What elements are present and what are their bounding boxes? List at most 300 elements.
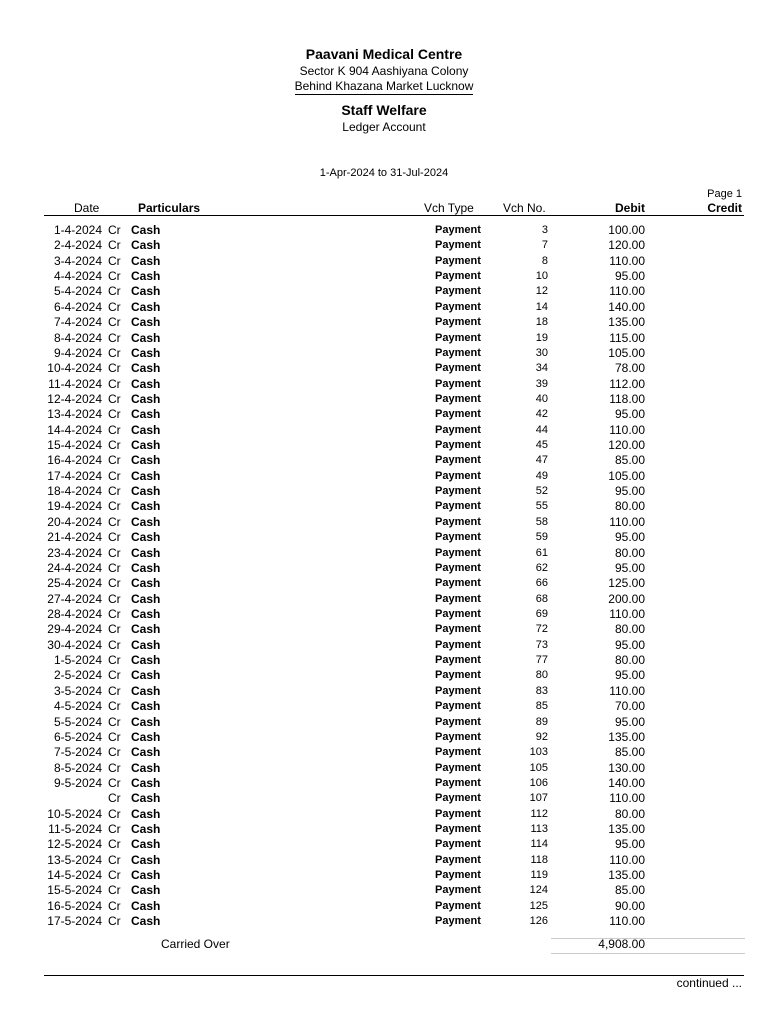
entry-date: 17-5-2024 bbox=[47, 914, 102, 929]
entry-vch-no: 3 bbox=[541, 224, 548, 236]
entry-debit: 110.00 bbox=[609, 914, 645, 929]
entry-debit: 85.00 bbox=[614, 453, 645, 468]
entry-debit: 95.00 bbox=[614, 530, 645, 545]
entry-date: 11-4-2024 bbox=[48, 376, 102, 391]
entry-vch-no: 44 bbox=[535, 423, 548, 436]
column-header-vch-type: Vch Type bbox=[424, 201, 474, 215]
table-row bbox=[0, 914, 768, 929]
table-row bbox=[0, 592, 768, 607]
entry-vch-no: 107 bbox=[529, 792, 548, 805]
entry-dr-cr: Cr bbox=[108, 391, 121, 406]
entry-dr-cr: Cr bbox=[108, 852, 121, 867]
entry-debit: 95.00 bbox=[614, 560, 645, 575]
entry-date: 1-4-2024 bbox=[53, 223, 102, 237]
entry-particulars: Cash bbox=[131, 361, 161, 376]
entry-debit: 120.00 bbox=[608, 238, 645, 253]
entry-particulars: Cash bbox=[131, 238, 161, 253]
entry-vch-no: 114 bbox=[530, 838, 548, 851]
entry-vch-no: 34 bbox=[535, 362, 548, 375]
entry-dr-cr: Cr bbox=[108, 898, 121, 913]
table-row bbox=[0, 868, 768, 883]
table-row bbox=[0, 254, 768, 269]
entry-date: 21-4-2024 bbox=[47, 530, 102, 545]
entry-date: 24-4-2024 bbox=[47, 560, 102, 575]
entry-dr-cr: Cr bbox=[108, 760, 121, 775]
entry-particulars: Cash bbox=[131, 714, 161, 729]
entry-date: 17-4-2024 bbox=[47, 468, 102, 483]
entry-vch-no: 12 bbox=[535, 285, 548, 298]
entry-vch-no: 72 bbox=[535, 623, 548, 636]
column-header-date: Date bbox=[74, 201, 100, 215]
entry-vch-no: 30 bbox=[535, 346, 548, 359]
table-row bbox=[0, 423, 768, 438]
entry-dr-cr: Cr bbox=[108, 560, 121, 575]
entry-vch-no: 89 bbox=[535, 715, 548, 728]
footer-divider bbox=[44, 975, 744, 976]
carried-over-label: Carried Over bbox=[161, 937, 230, 951]
entry-vch-no: 83 bbox=[535, 684, 548, 697]
entry-vch-no: 42 bbox=[535, 408, 548, 421]
entry-vch-type: Payment bbox=[435, 316, 481, 329]
entry-vch-no: 14 bbox=[535, 300, 548, 313]
entry-vch-type: Payment bbox=[435, 761, 481, 774]
entry-particulars: Cash bbox=[131, 606, 161, 621]
entry-dr-cr: Cr bbox=[108, 668, 121, 683]
entry-vch-type: Payment bbox=[435, 270, 481, 283]
entry-date: 7-4-2024 bbox=[53, 315, 102, 330]
column-header-particulars: Particulars bbox=[138, 201, 201, 215]
table-row bbox=[0, 653, 768, 668]
entry-debit: 90.00 bbox=[614, 898, 645, 913]
entry-date: 19-4-2024 bbox=[47, 499, 102, 514]
entry-date: 13-5-2024 bbox=[47, 852, 102, 867]
entry-date: 8-5-2024 bbox=[53, 760, 102, 775]
entry-vch-no: 52 bbox=[535, 485, 548, 498]
entry-date: 6-4-2024 bbox=[53, 299, 102, 314]
table-row bbox=[0, 730, 768, 745]
entry-particulars: Cash bbox=[131, 484, 161, 499]
entry-dr-cr: Cr bbox=[108, 745, 121, 760]
entry-vch-no: 58 bbox=[535, 515, 548, 528]
entry-date: 12-4-2024 bbox=[47, 391, 102, 406]
entry-date: 13-4-2024 bbox=[47, 407, 102, 422]
entry-particulars: Cash bbox=[131, 699, 161, 714]
entry-vch-type: Payment bbox=[435, 346, 481, 359]
entry-vch-type: Payment bbox=[435, 515, 481, 528]
entry-debit: 125.00 bbox=[608, 576, 645, 591]
entry-debit: 85.00 bbox=[614, 883, 645, 898]
entry-vch-type: Payment bbox=[435, 408, 481, 421]
entry-dr-cr: Cr bbox=[108, 837, 121, 852]
entry-particulars: Cash bbox=[131, 760, 161, 775]
entry-vch-type: Payment bbox=[435, 823, 481, 836]
entry-debit: 140.00 bbox=[608, 775, 645, 790]
entry-particulars: Cash bbox=[131, 576, 161, 591]
continued-note: continued ... bbox=[676, 976, 742, 990]
entry-particulars: Cash bbox=[131, 545, 161, 560]
entry-dr-cr: Cr bbox=[108, 822, 121, 837]
entry-debit: 110.00 bbox=[609, 683, 645, 698]
entry-debit: 95.00 bbox=[614, 407, 645, 422]
entry-debit: 95.00 bbox=[614, 269, 645, 284]
table-row bbox=[0, 668, 768, 683]
entry-vch-type: Payment bbox=[435, 300, 481, 313]
entry-vch-type: Payment bbox=[435, 500, 481, 513]
entry-dr-cr: Cr bbox=[108, 376, 121, 391]
table-row bbox=[0, 438, 768, 453]
entry-vch-type: Payment bbox=[435, 331, 481, 344]
entry-vch-type: Payment bbox=[435, 746, 481, 759]
entry-vch-no: 125 bbox=[529, 899, 548, 912]
entry-vch-type: Payment bbox=[435, 638, 481, 651]
entry-debit: 135.00 bbox=[608, 822, 645, 837]
entry-vch-type: Payment bbox=[435, 254, 481, 267]
entry-dr-cr: Cr bbox=[108, 729, 121, 744]
entry-vch-no: 124 bbox=[529, 884, 548, 897]
entry-date: 9-5-2024 bbox=[53, 775, 102, 790]
entry-vch-no: 68 bbox=[535, 592, 548, 605]
entry-date: 23-4-2024 bbox=[47, 545, 102, 560]
table-row bbox=[0, 284, 768, 299]
entry-dr-cr: Cr bbox=[108, 530, 121, 545]
entry-particulars: Cash bbox=[131, 269, 161, 284]
entry-debit: 95.00 bbox=[614, 668, 645, 683]
entry-vch-no: 92 bbox=[535, 730, 548, 743]
entry-dr-cr: Cr bbox=[108, 714, 121, 729]
entry-date: 7-5-2024 bbox=[53, 745, 102, 760]
table-row bbox=[0, 853, 768, 868]
table-row bbox=[0, 469, 768, 484]
table-row bbox=[0, 515, 768, 530]
entry-debit: 105.00 bbox=[608, 345, 645, 360]
entry-particulars: Cash bbox=[131, 653, 161, 668]
entry-debit: 120.00 bbox=[608, 438, 645, 453]
entry-particulars: Cash bbox=[131, 330, 161, 345]
entry-dr-cr: Cr bbox=[108, 284, 121, 299]
entry-vch-no: 47 bbox=[535, 454, 548, 467]
table-row bbox=[0, 776, 768, 791]
entry-debit: 110.00 bbox=[609, 284, 645, 299]
table-row bbox=[0, 238, 768, 253]
entry-dr-cr: Cr bbox=[108, 238, 121, 253]
entry-dr-cr: Cr bbox=[108, 914, 121, 929]
entry-dr-cr: Cr bbox=[108, 591, 121, 606]
entry-debit: 135.00 bbox=[608, 868, 645, 883]
table-row bbox=[0, 576, 768, 591]
entry-date: 2-5-2024 bbox=[53, 668, 102, 683]
entry-date: 14-4-2024 bbox=[47, 422, 102, 437]
table-row bbox=[0, 377, 768, 392]
table-row bbox=[0, 715, 768, 730]
entry-debit: 130.00 bbox=[608, 760, 645, 775]
entry-vch-no: 40 bbox=[535, 392, 548, 405]
entry-particulars: Cash bbox=[131, 745, 161, 760]
table-row bbox=[0, 822, 768, 837]
header-divider bbox=[44, 215, 744, 216]
entry-vch-type: Payment bbox=[435, 669, 481, 682]
entry-vch-no: 39 bbox=[535, 377, 548, 390]
entry-vch-type: Payment bbox=[435, 377, 481, 390]
entry-debit: 115.00 bbox=[609, 330, 645, 345]
entry-particulars: Cash bbox=[131, 345, 161, 360]
table-row bbox=[0, 837, 768, 852]
entry-particulars: Cash bbox=[131, 391, 161, 406]
table-row bbox=[0, 791, 768, 806]
entry-date: 10-4-2024 bbox=[47, 361, 102, 376]
entry-vch-no: 59 bbox=[535, 531, 548, 544]
entry-particulars: Cash bbox=[131, 883, 161, 898]
entry-dr-cr: Cr bbox=[108, 361, 121, 376]
entry-vch-no: 73 bbox=[535, 638, 548, 651]
entry-debit: 70.00 bbox=[614, 699, 645, 714]
table-row bbox=[0, 407, 768, 422]
entry-dr-cr: Cr bbox=[108, 606, 121, 621]
table-row bbox=[0, 223, 768, 238]
entry-date: 11-5-2024 bbox=[48, 822, 102, 837]
entry-dr-cr: Cr bbox=[108, 683, 121, 698]
entry-particulars: Cash bbox=[131, 898, 161, 913]
entry-vch-type: Payment bbox=[435, 853, 481, 866]
entry-vch-no: 49 bbox=[535, 469, 548, 482]
entry-vch-type: Payment bbox=[435, 392, 481, 405]
entry-particulars: Cash bbox=[131, 806, 161, 821]
entry-vch-type: Payment bbox=[435, 715, 481, 728]
entry-vch-type: Payment bbox=[435, 485, 481, 498]
entry-debit: 80.00 bbox=[614, 545, 645, 560]
entry-vch-type: Payment bbox=[435, 869, 481, 882]
entry-vch-no: 103 bbox=[529, 746, 548, 759]
entry-particulars: Cash bbox=[131, 852, 161, 867]
entry-dr-cr: Cr bbox=[108, 699, 121, 714]
entry-debit: 110.00 bbox=[609, 606, 645, 621]
entry-vch-type: Payment bbox=[435, 899, 481, 912]
entry-date: 14-5-2024 bbox=[47, 868, 102, 883]
entry-vch-type: Payment bbox=[435, 623, 481, 636]
entry-dr-cr: Cr bbox=[108, 545, 121, 560]
table-row bbox=[0, 899, 768, 914]
entry-vch-no: 85 bbox=[535, 700, 548, 713]
entry-debit: 110.00 bbox=[609, 422, 645, 437]
entry-dr-cr: Cr bbox=[108, 345, 121, 360]
entry-dr-cr: Cr bbox=[108, 514, 121, 529]
entry-date: 16-4-2024 bbox=[47, 453, 102, 468]
entry-particulars: Cash bbox=[131, 637, 161, 652]
entry-vch-type: Payment bbox=[435, 531, 481, 544]
entry-particulars: Cash bbox=[131, 729, 161, 744]
entry-date: 8-4-2024 bbox=[53, 330, 102, 345]
entry-date: 15-4-2024 bbox=[47, 438, 102, 453]
entry-particulars: Cash bbox=[131, 438, 161, 453]
company-name: Paavani Medical Centre bbox=[305, 46, 463, 62]
entry-dr-cr: Cr bbox=[108, 407, 121, 422]
entry-dr-cr: Cr bbox=[108, 622, 121, 637]
entry-particulars: Cash bbox=[131, 914, 161, 929]
address-line-2: Behind Khazana Market Lucknow bbox=[294, 79, 474, 93]
entry-particulars: Cash bbox=[131, 284, 161, 299]
entry-particulars: Cash bbox=[131, 422, 161, 437]
entry-vch-type: Payment bbox=[435, 700, 481, 713]
entry-debit: 85.00 bbox=[614, 745, 645, 760]
entry-vch-type: Payment bbox=[435, 423, 481, 436]
entry-debit: 78.00 bbox=[614, 361, 645, 376]
entry-debit: 112.00 bbox=[609, 376, 645, 391]
entry-vch-no: 66 bbox=[535, 577, 548, 590]
page-number: Page 1 bbox=[707, 188, 742, 200]
entry-vch-no: 77 bbox=[535, 654, 548, 667]
entry-dr-cr: Cr bbox=[108, 806, 121, 821]
entry-debit: 110.00 bbox=[609, 253, 645, 268]
entry-vch-no: 80 bbox=[535, 669, 548, 682]
entry-date: 5-5-2024 bbox=[53, 714, 102, 729]
entry-vch-type: Payment bbox=[435, 546, 481, 559]
entry-debit: 110.00 bbox=[609, 791, 645, 806]
entry-dr-cr: Cr bbox=[108, 637, 121, 652]
entry-vch-type: Payment bbox=[435, 561, 481, 574]
address-line-1: Sector K 904 Aashiyana Colony bbox=[299, 64, 469, 78]
entry-particulars: Cash bbox=[131, 223, 161, 237]
entry-vch-no: 112 bbox=[530, 807, 548, 820]
entry-particulars: Cash bbox=[131, 837, 161, 852]
entry-debit: 80.00 bbox=[614, 499, 645, 514]
entry-vch-type: Payment bbox=[435, 838, 481, 851]
entry-vch-no: 18 bbox=[535, 316, 548, 329]
entry-dr-cr: Cr bbox=[108, 775, 121, 790]
entry-dr-cr: Cr bbox=[108, 468, 121, 483]
entry-dr-cr: Cr bbox=[108, 576, 121, 591]
entry-dr-cr: Cr bbox=[108, 438, 121, 453]
entry-date: 1-5-2024 bbox=[53, 653, 102, 668]
entry-dr-cr: Cr bbox=[108, 653, 121, 668]
entry-date: 3-4-2024 bbox=[53, 253, 102, 268]
entry-date: 18-4-2024 bbox=[47, 484, 102, 499]
entry-dr-cr: Cr bbox=[108, 253, 121, 268]
entry-particulars: Cash bbox=[131, 530, 161, 545]
entry-vch-no: 8 bbox=[541, 254, 548, 267]
entry-vch-no: 118 bbox=[530, 853, 548, 866]
entry-vch-no: 105 bbox=[529, 761, 548, 774]
table-row bbox=[0, 546, 768, 561]
entry-particulars: Cash bbox=[131, 868, 161, 883]
table-row bbox=[0, 638, 768, 653]
entry-debit: 135.00 bbox=[608, 729, 645, 744]
entry-debit: 135.00 bbox=[608, 315, 645, 330]
entry-date: 2-4-2024 bbox=[53, 238, 102, 253]
carried-over-debit: 4,908.00 bbox=[598, 937, 645, 951]
entry-dr-cr: Cr bbox=[108, 484, 121, 499]
entry-particulars: Cash bbox=[131, 315, 161, 330]
entry-dr-cr: Cr bbox=[108, 868, 121, 883]
table-row bbox=[0, 315, 768, 330]
table-row bbox=[0, 269, 768, 284]
entry-date: 29-4-2024 bbox=[47, 622, 102, 637]
entry-vch-type: Payment bbox=[435, 776, 481, 789]
entry-dr-cr: Cr bbox=[108, 299, 121, 314]
entry-debit: 80.00 bbox=[614, 653, 645, 668]
entry-particulars: Cash bbox=[131, 791, 161, 806]
entry-dr-cr: Cr bbox=[108, 422, 121, 437]
table-row bbox=[0, 561, 768, 576]
entry-date: 4-5-2024 bbox=[53, 699, 102, 714]
entry-dr-cr: Cr bbox=[108, 315, 121, 330]
entry-date: 6-5-2024 bbox=[53, 729, 102, 744]
entry-particulars: Cash bbox=[131, 453, 161, 468]
table-row bbox=[0, 346, 768, 361]
entry-particulars: Cash bbox=[131, 514, 161, 529]
entry-vch-no: 55 bbox=[535, 500, 548, 513]
entry-date: 16-5-2024 bbox=[47, 898, 102, 913]
ledger-name: Staff Welfare bbox=[341, 102, 427, 118]
entry-particulars: Cash bbox=[131, 668, 161, 683]
entry-particulars: Cash bbox=[131, 775, 161, 790]
entry-debit: 95.00 bbox=[614, 837, 645, 852]
entry-date: 3-5-2024 bbox=[53, 683, 102, 698]
period-range: 1-Apr-2024 to 31-Jul-2024 bbox=[319, 167, 449, 179]
table-row bbox=[0, 300, 768, 315]
table-row bbox=[0, 607, 768, 622]
entry-dr-cr: Cr bbox=[108, 223, 121, 237]
entry-vch-type: Payment bbox=[435, 654, 481, 667]
entry-vch-type: Payment bbox=[435, 285, 481, 298]
entry-particulars: Cash bbox=[131, 376, 161, 391]
entry-vch-no: 10 bbox=[535, 270, 548, 283]
table-row bbox=[0, 807, 768, 822]
entry-dr-cr: Cr bbox=[108, 330, 121, 345]
entry-vch-type: Payment bbox=[435, 577, 481, 590]
entry-date: 5-4-2024 bbox=[53, 284, 102, 299]
entry-vch-no: 106 bbox=[529, 776, 548, 789]
entry-particulars: Cash bbox=[131, 622, 161, 637]
entry-vch-no: 113 bbox=[530, 823, 548, 836]
entry-vch-type: Payment bbox=[435, 807, 481, 820]
total-rule-bottom bbox=[551, 953, 745, 954]
ledger-table-body bbox=[0, 223, 768, 930]
entry-vch-no: 119 bbox=[530, 869, 548, 882]
table-row bbox=[0, 530, 768, 545]
column-header-vch-no: Vch No. bbox=[503, 201, 546, 215]
entry-vch-no: 7 bbox=[541, 239, 548, 252]
table-row bbox=[0, 453, 768, 468]
entry-debit: 95.00 bbox=[614, 484, 645, 499]
entry-particulars: Cash bbox=[131, 407, 161, 422]
entry-debit: 118.00 bbox=[609, 391, 645, 406]
entry-debit: 80.00 bbox=[614, 806, 645, 821]
entry-debit: 140.00 bbox=[608, 299, 645, 314]
column-header-debit: Debit bbox=[615, 201, 645, 215]
entry-vch-type: Payment bbox=[435, 439, 481, 452]
entry-particulars: Cash bbox=[131, 253, 161, 268]
entry-vch-type: Payment bbox=[435, 607, 481, 620]
entry-vch-type: Payment bbox=[435, 884, 481, 897]
entry-date: 12-5-2024 bbox=[47, 837, 102, 852]
table-row bbox=[0, 361, 768, 376]
entry-date: 25-4-2024 bbox=[47, 576, 102, 591]
entry-date: 27-4-2024 bbox=[47, 591, 102, 606]
entry-vch-type: Payment bbox=[435, 224, 481, 236]
entry-vch-type: Payment bbox=[435, 592, 481, 605]
entry-debit: 105.00 bbox=[608, 468, 645, 483]
entry-date: 30-4-2024 bbox=[47, 637, 102, 652]
entry-vch-type: Payment bbox=[435, 730, 481, 743]
entry-debit: 110.00 bbox=[609, 514, 645, 529]
entry-vch-type: Payment bbox=[435, 239, 481, 252]
entry-particulars: Cash bbox=[131, 560, 161, 575]
entry-dr-cr: Cr bbox=[108, 499, 121, 514]
entry-vch-no: 62 bbox=[535, 561, 548, 574]
table-row bbox=[0, 761, 768, 776]
entry-particulars: Cash bbox=[131, 299, 161, 314]
column-header-credit: Credit bbox=[707, 201, 742, 215]
entry-vch-type: Payment bbox=[435, 684, 481, 697]
